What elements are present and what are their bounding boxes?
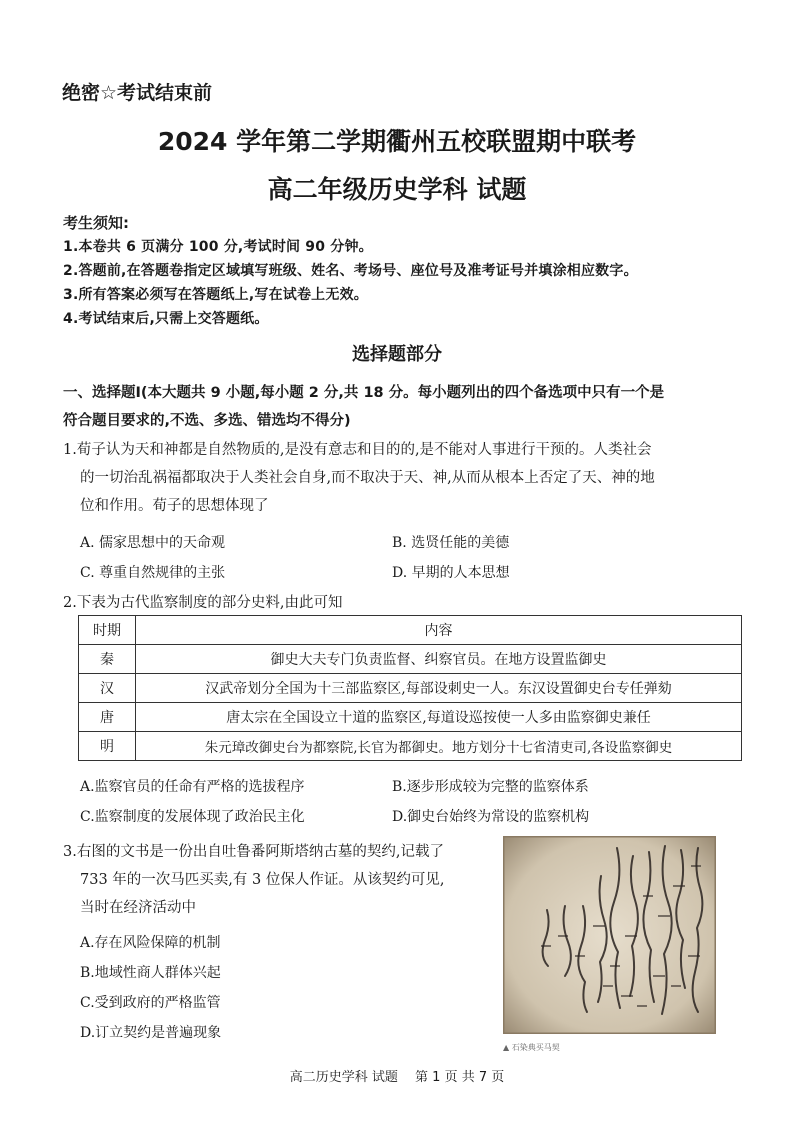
table-row <box>79 645 742 674</box>
exam-subtitle: 高二年级历史学科 试题 <box>267 175 527 204</box>
part-instructions <box>63 379 743 435</box>
exam-title: 2024 学年第二学期衢州五校联盟期中联考 <box>157 127 637 156</box>
q1-option-d: D. 早期的人本思想 <box>392 565 510 581</box>
page-footer: 高二历史学科 试题 第 1 页 共 7 页 <box>289 1070 505 1085</box>
table-cell-content: 朱元璋改御史台为都察院,长官为都御史。地方划分十七省清吏司,各设监察御史 <box>136 732 742 761</box>
q3-option-c: C.受到政府的严格监管 <box>80 995 221 1011</box>
section-title: 选择题部分 <box>352 344 442 365</box>
question-stem-line: 1.荀子认为天和神都是自然物质的,是没有意志和目的的,是不能对人事进行干预的。人类社会 <box>63 442 652 458</box>
question-stem-line: 的一切治乱祸福都取决于人类社会自身,而不取决于天、神,从而从根本上否定了天、神的地 <box>80 470 655 486</box>
q3-option-a: A.存在风险保障的机制 <box>80 935 221 951</box>
q3-option-b: B.地域性商人群体兴起 <box>80 965 221 981</box>
manuscript-drawing <box>503 836 716 1034</box>
q2-option-d: D.御史台始终为常设的监察机构 <box>392 809 590 825</box>
q1-option-a: A. 儒家思想中的天命观 <box>80 535 226 551</box>
table-cell-content: 汉武帝划分全国为十三部监察区,每部设刺史一人。东汉设置御史台专任弹劾 <box>136 674 742 703</box>
q2-option-c: C.监察制度的发展体现了政治民主化 <box>80 809 305 825</box>
part-instructions-line: 一、选择题Ⅰ(本大题共 9 小题,每小题 2 分,共 18 分。每小题列出的四个备选项中只有一个是 <box>63 385 665 401</box>
table-cell-content: 唐太宗在全国设立十道的监察区,每道设巡按使一人多由监察御史兼任 <box>136 703 742 732</box>
q2-option-a: A.监察官员的任命有严格的选拔程序 <box>80 779 305 795</box>
notice-item: 4.考试结束后,只需上交答题纸。 <box>63 311 269 327</box>
table-header-row <box>79 616 742 645</box>
question-2-stem: 2.下表为古代监察制度的部分史料,由此可知 <box>63 595 343 611</box>
q3-option-d: D.订立契约是普遍现象 <box>80 1025 222 1041</box>
table-header-content: 内容 <box>136 616 742 645</box>
table-cell-period: 秦 <box>79 645 136 674</box>
q2-option-b: B.逐步形成较为完整的监察体系 <box>392 779 589 795</box>
question-stem-line: 3.右图的文书是一份出自吐鲁番阿斯塔纳古墓的契约,记载了 <box>63 844 444 860</box>
table-row <box>79 674 742 703</box>
question-3 <box>63 838 503 922</box>
table-cell-period: 唐 <box>79 703 136 732</box>
supervision-table <box>78 615 742 761</box>
image-caption: ▲ 石染典买马契 <box>503 1043 560 1052</box>
question-stem-line: 733 年的一次马匹买卖,有 3 位保人作证。从该契约可见, <box>80 872 445 888</box>
table-header-period: 时期 <box>79 616 136 645</box>
table-cell-period: 明 <box>79 732 136 761</box>
notice-item: 2.答题前,在答题卷指定区域填写班级、姓名、考场号、座位号及准考证号并填涂相应数字。 <box>63 263 638 279</box>
q1-option-c: C. 尊重自然规律的主张 <box>80 565 226 581</box>
question-stem-line: 当时在经济活动中 <box>80 900 196 916</box>
question-stem-line: 位和作用。荀子的思想体现了 <box>80 498 269 514</box>
table-cell-period: 汉 <box>79 674 136 703</box>
q1-option-b: B. 选贤任能的美德 <box>392 535 510 551</box>
question-1 <box>63 436 743 520</box>
contract-manuscript-image <box>503 836 716 1034</box>
notice-heading: 考生须知: <box>63 214 129 232</box>
notice-item: 3.所有答案必须写在答题纸上,写在试卷上无效。 <box>63 287 368 303</box>
table-cell-content: 御史大夫专门负责监督、纠察官员。在地方设置监御史 <box>136 645 742 674</box>
notice-item: 1.本卷共 6 页满分 100 分,考试时间 90 分钟。 <box>63 239 373 255</box>
confidential-label: 绝密☆考试结束前 <box>62 82 213 104</box>
table-row <box>79 732 742 761</box>
part-instructions-line: 符合题目要求的,不选、多选、错选均不得分) <box>63 413 351 429</box>
table-row <box>79 703 742 732</box>
